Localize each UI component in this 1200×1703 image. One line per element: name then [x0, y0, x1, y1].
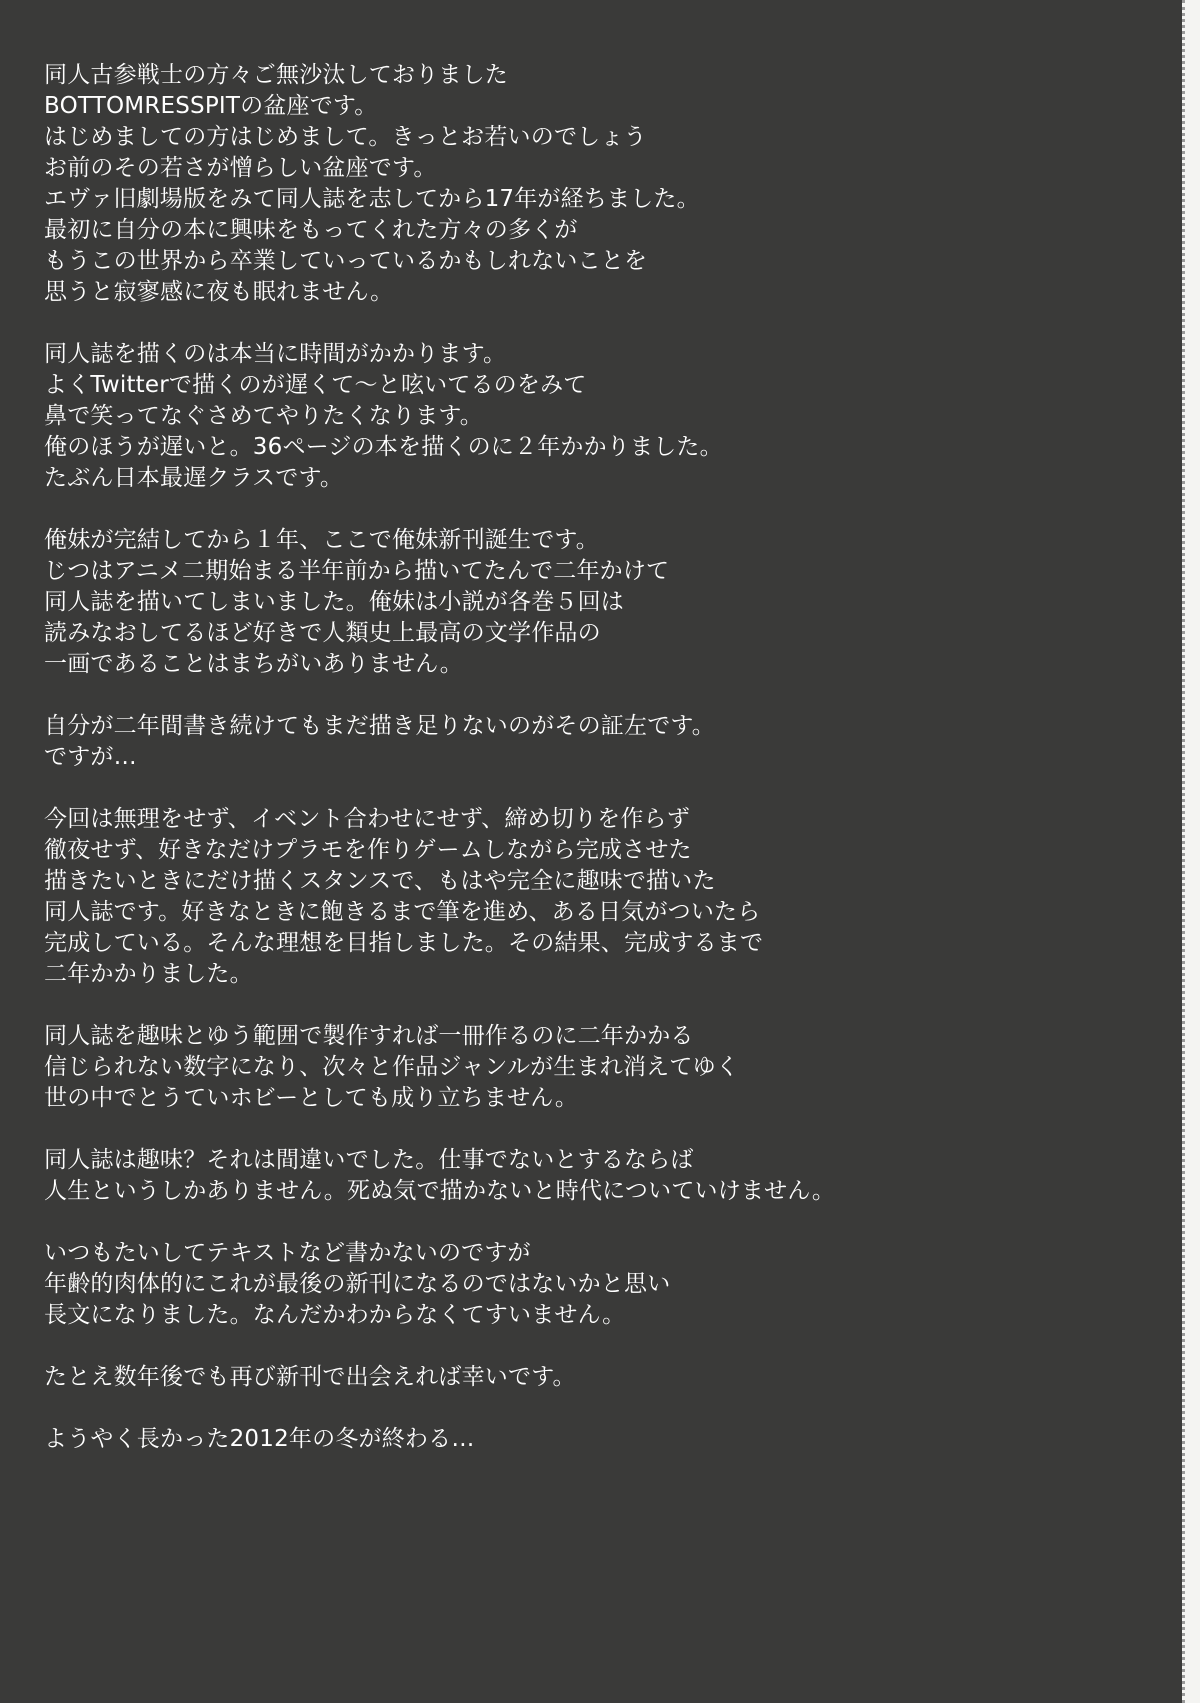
text-line: 自分が二年間書き続けてもまだ描き足りないのがその証左です。	[44, 713, 715, 739]
text-line: お前のその若さが憎らしい盆座です。	[44, 155, 437, 181]
text-line: 徹夜せず、好きなだけプラモを作りゲームしながら完成させた	[44, 837, 692, 863]
text-line: はじめましての方はじめまして。きっとお若いのでしょう	[44, 124, 647, 150]
text-line: 信じられない数字になり、次々と作品ジャンルが生まれ消えてゆく	[44, 1054, 739, 1080]
text-line: 長文になりました。なんだかわからなくてすいません。	[44, 1302, 626, 1328]
text-line: 俺妹が完結してから１年、ここで俺妹新刊誕生です。	[44, 527, 599, 553]
text-line: エヴァ旧劇場版をみて同人誌を志してから17年が経ちました。	[44, 186, 700, 212]
text-line: 一画であることはまちがいありません。	[44, 651, 463, 677]
text-line: いつもたいしてテキストなど書かないのですが	[44, 1240, 531, 1266]
paragraph	[44, 1424, 1124, 1455]
text-line: ですが…	[44, 744, 137, 770]
text-line: 鼻で笑ってなぐさめてやりたくなります。	[44, 403, 483, 429]
text-line: 年齢的肉体的にこれが最後の新刊になるのではないかと思い	[44, 1271, 671, 1297]
afterword-text	[44, 60, 1124, 1486]
text-line: 俺のほうが遅いと。36ページの本を描くのに２年かかりました。	[44, 434, 723, 460]
text-line: たぶん日本最遅クラスです。	[44, 465, 344, 491]
text-line: 人生というしかありません。死ぬ気で描かないと時代についていけません。	[44, 1178, 836, 1204]
paragraph	[44, 339, 1124, 494]
text-line: じつはアニメ二期始まる半年前から描いてたんで二年かけて	[44, 558, 670, 584]
text-line: 読みなおしてるほど好きで人類史上最高の文学作品の	[44, 620, 601, 646]
text-line: 完成している。そんな理想を目指しました。その結果、完成するまで	[44, 930, 764, 956]
text-line: たとえ数年後でも再び新刊で出会えれば幸いです。	[44, 1364, 576, 1390]
text-line: ようやく長かった2012年の冬が終わる…	[44, 1426, 475, 1452]
text-line: 同人誌は趣味？それは間違いでした。仕事でないとするならば	[44, 1147, 694, 1173]
text-line: 同人誌です。好きなときに飽きるまで筆を進め、ある日気がついたら	[44, 899, 761, 925]
page-edge	[1182, 0, 1200, 1703]
text-line: よくTwitterで描くのが遅くて〜と呟いてるのをみて	[44, 372, 587, 398]
paragraph	[44, 1145, 1124, 1207]
paragraph	[44, 804, 1124, 990]
text-line: BOTTOMRESSPITの盆座です。	[44, 93, 378, 119]
paragraph	[44, 525, 1124, 680]
paragraph	[44, 1362, 1124, 1393]
text-line: 最初に自分の本に興味をもってくれた方々の多くが	[44, 217, 578, 243]
paragraph	[44, 711, 1124, 773]
text-line: もうこの世界から卒業していっているかもしれないことを	[44, 248, 648, 274]
paragraph	[44, 60, 1124, 308]
paragraph	[44, 1238, 1124, 1331]
text-line: 同人古参戦士の方々ご無沙汰しておりました	[44, 62, 508, 88]
text-line: 二年かかりました。	[44, 961, 253, 987]
text-line: 同人誌を描いてしまいました。俺妹は小説が各巻５回は	[44, 589, 624, 615]
text-line: 同人誌を趣味とゆう範囲で製作すれば一冊作るのに二年かかる	[44, 1023, 694, 1049]
text-line: 今回は無理をせず、イベント合わせにせず、締め切りを作らず	[44, 806, 690, 832]
text-line: 思うと寂寥感に夜も眠れません。	[44, 279, 394, 305]
paragraph	[44, 1021, 1124, 1114]
text-line: 描きたいときにだけ描くスタンスで、もはや完全に趣味で描いた	[44, 868, 716, 894]
text-line: 世の中でとうていホビーとしても成り立ちません。	[44, 1085, 579, 1111]
text-line: 同人誌を描くのは本当に時間がかかります。	[44, 341, 507, 367]
